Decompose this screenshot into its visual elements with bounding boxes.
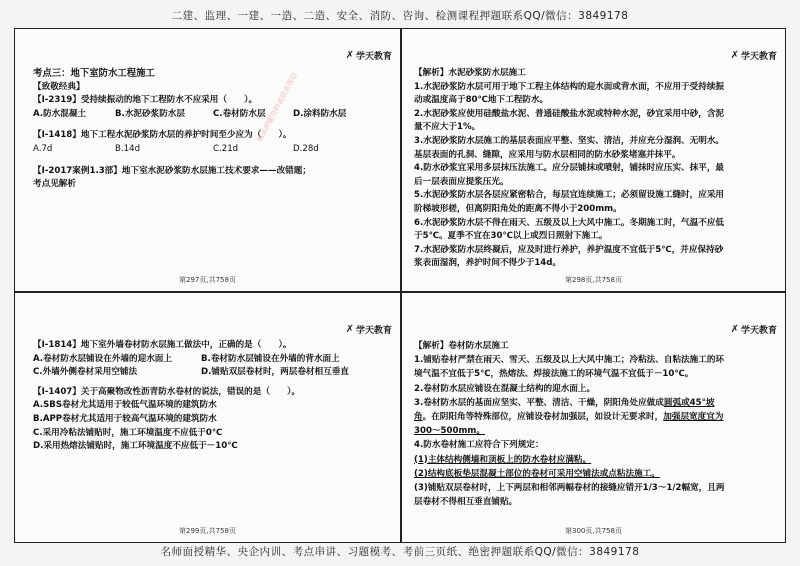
watermark: 精品押题资料请联系微信 — [255, 71, 300, 144]
analysis-line: 2.水泥砂浆应使用硅酸盐水泥、普通硅酸盐水泥或特种水泥，砂宜采用中砂，含泥 — [414, 108, 725, 119]
panel-analysis-top — [402, 29, 785, 291]
page-sheet — [14, 28, 786, 543]
panel-questions-bottom — [15, 293, 400, 542]
page-number: 第300页,共758页 — [565, 527, 622, 535]
option-b: B.APP卷材尤其适用于较高气温环境的建筑防水 — [33, 413, 217, 424]
logo-icon: ✗ — [345, 324, 354, 335]
option-d: D.28d — [293, 143, 319, 154]
option-c: C.采用冷粘法铺贴时，施工环境温度不应低于0℃ — [33, 427, 223, 438]
analysis-line: 300～500mm。 — [414, 426, 485, 437]
logo-icon: ✗ — [345, 50, 354, 61]
brand-logo — [731, 49, 777, 62]
analysis-text: 3.卷材防水层的基面应坚实、平整、清洁、干燥，阴阳角处应做成 — [414, 397, 664, 408]
panel-analysis-bottom — [402, 293, 785, 542]
analysis-line: 3.水泥砂浆防水层施工的基层表面应平整、坚实、清洁，并应充分湿润、无明水。 — [414, 135, 725, 146]
analysis-line: (2)结构底板垫层混凝土部位的卷材可采用空铺法或点粘法施工。 — [414, 468, 660, 479]
analysis-line: 4.防水卷材施工应符合下列规定： — [414, 440, 544, 451]
option-d: D.涂料防水层 — [293, 108, 347, 119]
logo-text: 学天教育 — [355, 52, 392, 62]
page-number: 第297页,共758页 — [179, 276, 236, 284]
analysis-text: 。在阴阳角等特殊部位，应铺设卷材加强层，如设计无要求时， — [422, 412, 664, 423]
analysis-line: 1.水泥砂浆防水层可用于地下工程主体结构的迎水面或背水面，不应用于受持续振 — [414, 81, 725, 92]
analysis-line: 6.水泥砂浆防水层不得在雨天、五级及以上大风中施工。冬期施工时，气温不应低 — [414, 217, 725, 228]
question-text: 【Ⅰ-2319】受持续振动的地下工程防水不应采用（ ）。 — [33, 95, 258, 106]
analysis-line: 于5℃。夏季不宜在30℃以上或烈日照射下施工。 — [414, 231, 608, 242]
analysis-line: 1.铺贴卷材严禁在雨天、雪天、五级及以上大风中施工；冷粘法、自粘法施工的环 — [414, 355, 725, 366]
logo-icon: ✗ — [730, 324, 739, 335]
analysis-line: 5.水泥砂浆防水层各层应紧密粘合，每层宜连续施工；必须留设施工缝时，应采用 — [414, 190, 725, 201]
underlined-text: 圆弧或45°坡 — [663, 397, 715, 408]
analysis-line: 境气温不宜低于5℃，热熔法、焊接法施工的环境气温不宜低于－10℃。 — [414, 369, 694, 380]
option-d: D.铺贴双层卷材时，两层卷材相互垂直 — [201, 367, 349, 378]
analysis-line — [414, 396, 775, 410]
option-a: A.7d — [33, 143, 53, 154]
analysis-line — [414, 410, 775, 424]
options-row — [33, 143, 390, 157]
analysis-line: 量不应大于1%。 — [414, 122, 481, 133]
analysis-line: 7.水泥砂浆防水层终凝后，应及时进行养护，养护温度不宜低于5℃，并应保持砂 — [414, 244, 724, 255]
tag-label: 【致敬经典】 — [33, 81, 85, 92]
question-text: 【Ⅰ-1418】地下工程水泥砂浆防水层的养护时间至少应为（ ）。 — [33, 130, 292, 141]
option-b: B.水泥砂浆防水层 — [115, 108, 185, 119]
section-heading: 考点三：地下室防水工程施工 — [33, 68, 155, 79]
analysis-line: (3)铺贴双层卷材时，上下两层和相邻两幅卷材的接缝应错开1/3～1/2幅宽，且两 — [414, 483, 725, 494]
logo-text: 学天教育 — [740, 326, 777, 336]
option-b: B.卷材防水层铺设在外墙的背水面上 — [201, 353, 340, 364]
brand-logo — [346, 323, 392, 336]
panel-questions-top — [15, 29, 400, 291]
analysis-line: (1)主体结构侧墙和顶板上的防水卷材应满粘。 — [414, 454, 592, 465]
case-note: 考点见解析 — [33, 179, 76, 190]
analysis-line: 4.防水砂浆宜采用多层抹压法施工。应分层铺抹或喷射，铺抹时应压实、抹平，最 — [414, 163, 725, 174]
underlined-text: 角 — [414, 412, 423, 423]
logo-icon: ✗ — [730, 50, 739, 61]
question-text: 【Ⅰ-1407】关于高聚物改性沥青防水卷材的说法，错误的是（ ）。 — [33, 386, 301, 397]
brand-logo — [731, 323, 777, 336]
options-row — [33, 366, 390, 380]
option-d: D.采用热熔法铺贴时，施工环境温度不应低于－10℃ — [33, 441, 238, 452]
analysis-heading: 【解析】卷材防水层施工 — [414, 341, 509, 351]
underlined-text: 加强层宽度宜为 — [663, 412, 724, 423]
option-b: B.14d — [115, 143, 141, 154]
analysis-line: 阶梯坡形槎，但离阴阳角处的距离不得小于200mm。 — [414, 203, 622, 214]
logo-text: 学天教育 — [740, 52, 777, 62]
analysis-line: 层卷材不得相互垂直铺贴。 — [414, 497, 518, 508]
options-row — [33, 353, 390, 367]
analysis-line: 动或温度高于80℃地下工程防水。 — [414, 95, 549, 106]
page-number: 第298页,共758页 — [565, 276, 622, 284]
page-number: 第299页,共758页 — [179, 527, 236, 535]
analysis-heading: 【解析】水泥砂浆防水层施工 — [414, 68, 526, 78]
option-a: A.卷材防水层铺设在外墙的迎水面上 — [33, 353, 172, 364]
case-question: 【Ⅰ-2017案例1.3部】地下室水泥砂浆防水层施工技术要求——改错题； — [33, 165, 311, 176]
option-a: A.防水混凝土 — [33, 108, 87, 119]
option-a: A.SBS卷材尤其适用于较低气温环境的建筑防水 — [33, 400, 217, 411]
footer-banner: 名师面授精华、央企内训、考点串讲、习题模考、考前三页纸、绝密押题联系QQ/微信：3849178 — [160, 546, 640, 558]
option-c: C.21d — [213, 143, 239, 154]
brand-logo — [346, 49, 392, 62]
header-banner: 二建、监理、一建、一造、二造、安全、消防、咨询、检测课程押题联系QQ/微信：3849178 — [171, 10, 629, 22]
analysis-line: 基层表面的孔洞、缝隙，应采用与防水层相同的防水砂浆堵塞并抹平。 — [414, 149, 681, 160]
analysis-line: 2.卷材防水层应铺设在混凝土结构的迎水面上。 — [414, 383, 596, 394]
option-c: C.卷材防水层 — [213, 108, 266, 119]
analysis-line: 浆表面湿润，养护时间不得少于14d。 — [414, 258, 562, 269]
option-c: C.外墙外侧卷材采用空铺法 — [33, 367, 138, 378]
question-text: 【Ⅰ-1814】地下室外墙卷材防水层施工做法中，正确的是（ ）。 — [33, 340, 292, 350]
logo-text: 学天教育 — [355, 326, 392, 336]
options-row — [33, 108, 390, 122]
analysis-line: 后一层表面应提浆压光。 — [414, 176, 509, 187]
